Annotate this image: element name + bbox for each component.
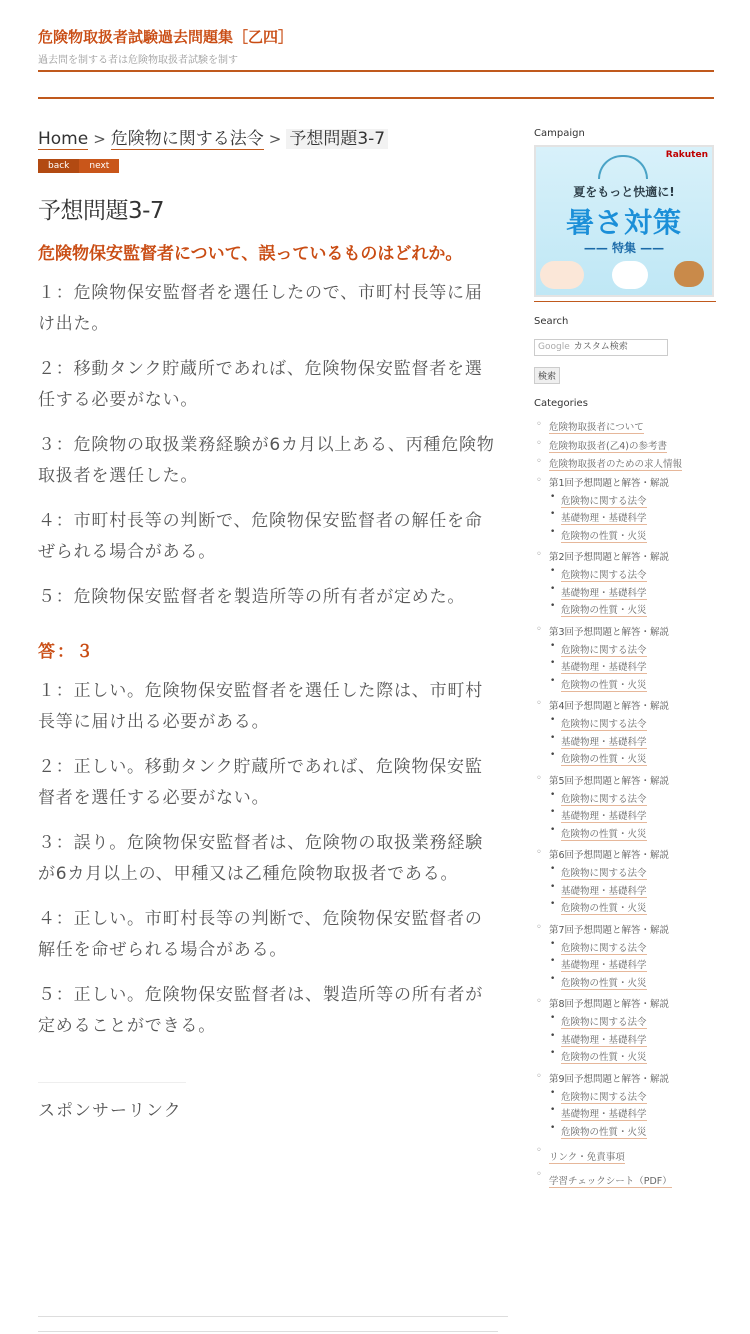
option-1: １：危険物保安監督者を選任したので、市町村長等に届け出た。 (38, 283, 483, 334)
subcategory-item[interactable] (549, 1089, 716, 1107)
breadcrumb-home[interactable]: Home (38, 129, 89, 149)
subcategory-link[interactable]: 基礎物理・基礎科学 (561, 587, 647, 599)
subcategory-link[interactable]: 危険物の性質・火災 (561, 605, 647, 616)
subcategory-link[interactable]: 基礎物理・基礎科学 (561, 885, 647, 897)
bear-icon (612, 261, 648, 289)
subcategory-link[interactable]: 危険物の性質・火災 (561, 1126, 647, 1138)
subcategory-link[interactable]: 危険物に関する法令 (561, 1017, 647, 1028)
category-link[interactable]: 第8回予想問題と解答・解説 (549, 999, 670, 1010)
category-link[interactable]: 第3回予想問題と解答・解説 (549, 626, 670, 638)
rakuten-logo: Rakuten (665, 150, 708, 160)
subcategory-item[interactable] (549, 957, 716, 975)
subcategory-link[interactable]: 危険物の性質・火災 (561, 977, 647, 989)
categories-heading: Categories (534, 398, 588, 409)
subcategory-list (549, 940, 716, 993)
campaign-banner[interactable] (534, 145, 714, 297)
subcategory-list (549, 791, 716, 844)
category-item[interactable] (534, 549, 716, 620)
subcategory-link[interactable]: 危険物に関する法令 (561, 868, 647, 879)
header-divider (38, 70, 714, 72)
subcategory-item[interactable] (549, 1124, 716, 1142)
back-button[interactable]: back (38, 159, 79, 173)
subcategory-item[interactable] (549, 826, 716, 844)
category-link[interactable]: 危険物取扱者(乙4)の参考書 (549, 440, 667, 452)
subcategory-list (549, 865, 716, 918)
subcategory-item[interactable] (549, 677, 716, 695)
subcategory-link[interactable]: 危険物に関する法令 (561, 644, 647, 656)
subcategory-link[interactable]: 危険物の性質・火災 (561, 530, 647, 542)
campaign-heading: Campaign (534, 128, 585, 139)
google-logo: Google (538, 342, 570, 352)
subcategory-item[interactable] (549, 791, 716, 809)
subcategory-item[interactable] (549, 602, 716, 620)
sidebar (534, 128, 716, 1193)
subcategory-link[interactable]: 基礎物理・基礎科学 (561, 513, 647, 524)
site-title[interactable]: 危険物取扱者試験過去問題集［乙四］ (38, 28, 294, 46)
search-input[interactable] (534, 339, 668, 356)
subcategory-item[interactable] (549, 940, 716, 958)
explanation-3: ３：誤り。危険物保安監督者は、危険物の取扱業務経験が6カ月以上の、甲種又は乙種危険物取扱者である。 (38, 833, 483, 884)
subcategory-link[interactable]: 危険物に関する法令 (561, 570, 647, 581)
sponsor-label: スポンサーリンク (38, 1101, 182, 1121)
subcategory-list (549, 642, 716, 695)
option-2: ２：移動タンク貯蔵所であれば、危険物保安監督者を選任する必要がない。 (38, 359, 483, 410)
subcategory-list (549, 1089, 716, 1142)
breadcrumb-separator: > (93, 130, 106, 148)
category-link[interactable]: 第2回予想問題と解答・解説 (549, 552, 670, 563)
answer-heading: 答：３ (38, 642, 95, 662)
subcategory-item[interactable] (549, 883, 716, 901)
category-link[interactable]: 第4回予想問題と解答・解説 (549, 701, 670, 712)
category-item[interactable] (534, 1071, 716, 1142)
category-link[interactable]: リンク・免責事項 (549, 1152, 625, 1163)
subcategory-item[interactable] (549, 493, 716, 511)
subcategory-item[interactable] (549, 642, 716, 660)
subcategory-item[interactable] (549, 1014, 716, 1032)
subcategory-link[interactable]: 危険物の性質・火災 (561, 679, 647, 691)
subcategory-item[interactable] (549, 865, 716, 883)
subcategory-link[interactable]: 危険物に関する法令 (561, 1091, 647, 1103)
subcategory-list (549, 567, 716, 620)
subcategory-item[interactable] (549, 1032, 716, 1050)
footer-divider (38, 1331, 498, 1332)
subcategory-item[interactable] (549, 659, 716, 677)
banner-line2: 暑さ対策 (565, 206, 682, 239)
search-heading: Search (534, 316, 569, 327)
category-item[interactable] (534, 773, 716, 844)
subcategory-item[interactable] (549, 900, 716, 918)
subcategory-item[interactable] (549, 1106, 716, 1124)
breadcrumb (38, 126, 498, 152)
category-item[interactable] (534, 1145, 716, 1169)
option-4: ４：市町村長等の判断で、危険物保安監督者の解任を命ぜられる場合がある。 (38, 511, 483, 562)
breadcrumb-separator: > (268, 130, 282, 148)
category-link[interactable]: 第1回予想問題と解答・解説 (549, 477, 670, 489)
subcategory-link[interactable]: 基礎物理・基礎科学 (561, 736, 647, 748)
subcategory-link[interactable]: 基礎物理・基礎科学 (561, 1109, 647, 1120)
subcategory-item[interactable] (549, 1049, 716, 1067)
category-link[interactable]: 第7回予想問題と解答・解説 (549, 924, 670, 936)
subcategory-link[interactable]: 危険物に関する法令 (561, 495, 647, 507)
sponsor-divider (38, 1082, 186, 1083)
subcategory-link[interactable]: 危険物に関する法令 (561, 942, 647, 954)
subcategory-item[interactable] (549, 585, 716, 603)
subcategory-item[interactable] (549, 567, 716, 585)
dog-image (674, 261, 704, 287)
category-item[interactable] (534, 847, 716, 918)
main-content (38, 126, 498, 1042)
category-item[interactable] (534, 456, 716, 475)
pager (38, 159, 498, 173)
nav-divider (38, 97, 714, 99)
category-item[interactable] (534, 996, 716, 1067)
subcategory-link[interactable]: 基礎物理・基礎科学 (561, 960, 647, 971)
subcategory-list (549, 493, 716, 546)
subcategory-link[interactable]: 危険物に関する法令 (561, 719, 647, 730)
subcategory-item[interactable] (549, 510, 716, 528)
sun-icon (598, 155, 648, 179)
option-3: ３：危険物の取扱業務経験が6カ月以上ある、丙種危険物取扱者を選任した。 (38, 435, 495, 486)
category-link[interactable]: 第6回予想問題と解答・解説 (549, 850, 670, 861)
subcategory-item[interactable] (549, 528, 716, 546)
search-placeholder: カスタム検索 (573, 342, 628, 352)
subcategory-link[interactable]: 基礎物理・基礎科学 (561, 662, 647, 673)
category-link[interactable]: 学習チェックシート（PDF） (549, 1176, 672, 1187)
explanation-2: ２：正しい。移動タンク貯蔵所であれば、危険物保安監督者を選任する必要がない。 (38, 757, 483, 808)
subcategory-link[interactable]: 危険物の性質・火災 (561, 1052, 647, 1063)
subcategory-link[interactable]: 危険物に関する法令 (561, 793, 647, 805)
subcategory-item[interactable] (549, 716, 716, 734)
subcategory-item[interactable] (549, 975, 716, 993)
search-button[interactable]: 検索 (534, 367, 560, 384)
category-link[interactable]: 第9回予想問題と解答・解説 (549, 1073, 670, 1085)
sidebar-divider (534, 301, 716, 302)
category-link[interactable]: 危険物取扱者について (549, 422, 644, 433)
site-description: 過去問を制する者は危険物取扱者試験を制す (38, 55, 238, 66)
subcategory-item[interactable] (549, 734, 716, 752)
category-link[interactable]: 第5回予想問題と解答・解説 (549, 775, 670, 787)
next-button[interactable]: next (79, 159, 119, 173)
category-list (534, 419, 716, 1193)
subcategory-link[interactable]: 基礎物理・基礎科学 (561, 1034, 647, 1046)
question-text: 危険物保安監督者について、誤っているものはどれか。 (38, 244, 463, 264)
category-item[interactable] (534, 624, 716, 695)
category-item[interactable] (534, 1169, 716, 1193)
category-item[interactable] (534, 475, 716, 546)
subcategory-link[interactable]: 危険物の性質・火災 (561, 754, 647, 765)
subcategory-item[interactable] (549, 808, 716, 826)
pillow-image (540, 261, 584, 289)
subcategory-link[interactable]: 危険物の性質・火災 (561, 903, 647, 914)
category-item[interactable] (534, 698, 716, 769)
subcategory-list (549, 716, 716, 769)
page-title: 予想問題3-7 (38, 198, 165, 224)
explanation-5: ５：正しい。危険物保安監督者は、製造所等の所有者が定めることができる。 (38, 985, 483, 1036)
breadcrumb-category[interactable]: 危険物に関する法令 (110, 129, 264, 149)
subcategory-link[interactable]: 危険物の性質・火災 (561, 828, 647, 840)
category-item[interactable] (534, 419, 716, 438)
explanation-4: ４：正しい。市町村長等の判断で、危険物保安監督者の解任を命ぜられる場合がある。 (38, 909, 483, 960)
footer-divider (38, 1316, 508, 1317)
breadcrumb-current: 予想問題3-7 (286, 129, 388, 149)
subcategory-list (549, 1014, 716, 1067)
option-5: ５：危険物保安監督者を製造所等の所有者が定めた。 (38, 587, 466, 607)
category-item[interactable] (534, 438, 716, 457)
explanation-1: １：正しい。危険物保安監督者を選任した際は、市町村長等に届け出る必要がある。 (38, 681, 483, 732)
banner-line3: —— 特集 —— (583, 241, 665, 255)
banner-line1: 夏をもっと快適に! (573, 185, 675, 199)
subcategory-link[interactable]: 基礎物理・基礎科学 (561, 811, 647, 822)
category-link[interactable]: 危険物取扱者のための求人情報 (549, 459, 683, 470)
subcategory-item[interactable] (549, 751, 716, 769)
category-item[interactable] (534, 922, 716, 993)
